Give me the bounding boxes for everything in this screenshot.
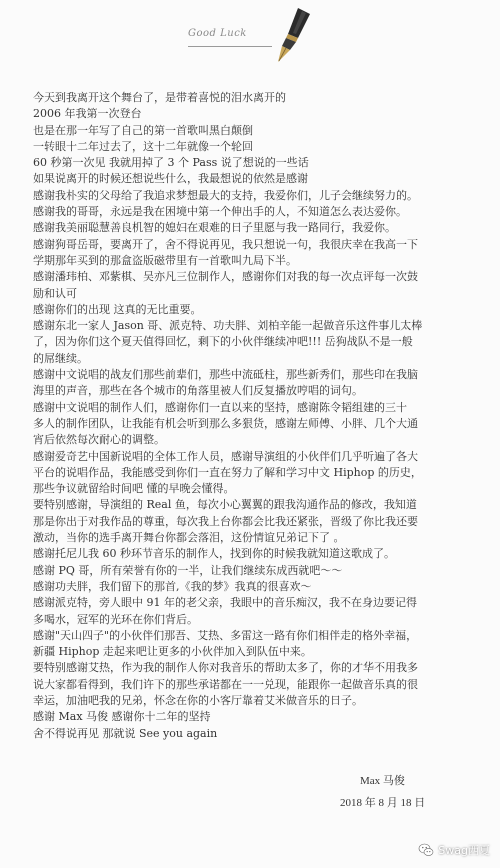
fountain-pen-icon [268, 8, 314, 66]
letter-line: 感谢托尼儿我 60 秒环节音乐的制作人，找到你的时候我就知道这歌成了。 [33, 547, 395, 561]
letter-line: 感谢我的哥哥，永远是我在困境中第一个伸出手的人，不知道怎么表达爱你。 [33, 205, 407, 219]
letter-line: 感谢中文说唱的战友们那些前辈们，那些中流砥柱，那些新秀们，那些印在我脑 [33, 368, 418, 382]
letter-line: 幸运，加油吧我的兄弟，怀念在你的小客厅靠着艾米做音乐的日子。 [33, 693, 363, 707]
letter-line: 感谢我美丽聪慧善良机智的媳妇在艰难的日子里愿与我一路同行，我爱你。 [33, 221, 396, 235]
letter-line: 励和认可 [33, 286, 77, 300]
letter-line: 了，因为你们这个夏天值得回忆，剩下的小伙伴继续冲吧!!! 岳狗战队不是一般 [33, 335, 413, 349]
signature: Max 马俊 [360, 775, 405, 787]
letter-line: 多人的制作团队，让我能有机会听到那么多狠货，感谢左师傅、小胖、几个大通 [33, 416, 418, 430]
wechat-icon [418, 842, 434, 858]
letter-line: 激动，当你的选手离开舞台你都会落泪，这份情谊兄弟记下了 。 [33, 531, 345, 545]
letter-line: 感谢 Max 马俊 感谢你十二年的坚持 [33, 710, 211, 724]
letterhead [0, 0, 500, 70]
good-luck-heading: Good Luck [188, 28, 247, 39]
letter-line: 感谢中文说唱的制作人们，感谢你们一直以来的坚持，感谢陈令韬组建的三十 [33, 400, 407, 414]
letter-line: 如果说离开的时候还想说些什么，我最想说的依然是感谢 [33, 172, 308, 186]
letter-line: 感谢东北一家人 Jason 哥、派克特、功夫胖、刘柏辛能一起做音乐这件事儿太棒 [33, 319, 423, 333]
letter-line: 感谢你们的出现 这真的无比重要。 [33, 302, 202, 316]
letter-line: 说大家都看得到，我们许下的那些承诺都在一一兑现，能跟你一起做音乐真的很 [33, 677, 418, 691]
letter-line: 新疆 Hiphop 走起来吧让更多的小伙伴加入到队伍中来。 [33, 645, 312, 659]
letter-line: 要特别感谢，导演组的 Real 鱼，每次小心翼翼的跟我沟通作品的修改，我知道 [33, 498, 417, 512]
letter-body [33, 90, 473, 742]
letter-line: 感谢狗哥岳哥，要离开了，舍不得说再见，我只想说一句，我很庆幸在我高一下 [33, 237, 418, 251]
letterhead-rule [188, 46, 272, 47]
letter-line: 感谢爱奇艺中国新说唱的全体工作人员，感谢导演组的小伙伴们几乎听遍了各大 [33, 449, 418, 463]
letter-line: 感谢派克特，旁人眼中 91 年的老父亲，我眼中的音乐痴汉，我不在身边要记得 [33, 596, 417, 610]
letter-line: 感谢 PQ 哥，所有荣誉有你的一半，让我们继续东成西就吧～～ [33, 563, 343, 577]
letter-line: 也是在那一年写了自己的第一首歌叫黑白颠倒 [33, 123, 253, 137]
letter-line: 平台的说唱作品，我能感受到你们一直在努力了解和学习中文 Hiphop 的历史， [33, 465, 422, 479]
letter-line: 学期那年买到的那盒盗版磁带里有一首歌叫九局下半。 [33, 253, 297, 267]
letter-line: 舍不得说再见 那就说 See you again [33, 726, 218, 740]
letter-line: 宵后依然每次耐心的调整。 [33, 433, 165, 447]
letter-line: 的屌继续。 [33, 351, 88, 365]
letter-line: 2006 年我第一次登台 [33, 107, 142, 121]
watermark-text: Swag西夏 [438, 844, 490, 857]
letter-line: 感谢我朴实的父母给了我追求梦想最大的支持，我爱你们，儿子会继续努力的。 [33, 188, 418, 202]
letter-line: 那是你出于对我作品的尊重，每次我上台你都会比我还紧张，晋级了你比我还要 [33, 514, 418, 528]
letter-line: 感谢"天山四子"的小伙伴们那吾、艾热、多雷这一路有你们相伴走的格外幸福， [33, 628, 418, 642]
letter-line: 今天到我离开这个舞台了，是带着喜悦的泪水离开的 [33, 91, 286, 104]
letter-line: 要特别感谢艾热，作为我的制作人你对我音乐的帮助太多了，你的才华不用我多 [33, 661, 418, 675]
letter-line: 海里的声音，那些在各个城市的角落里被人们反复播放哼唱的词句。 [33, 384, 363, 398]
letter-line: 感谢潘玮柏、邓紫棋、吴亦凡三位制作人，感谢你们对我的每一次点评每一次鼓 [33, 270, 418, 284]
letter-line: 感谢功夫胖，我们留下的那首,《我的梦》我真的很喜欢～ [33, 579, 312, 593]
watermark [418, 842, 490, 858]
letter-line: 60 秒第一次见 我就用掉了 3 个 Pass 说了想说的一些话 [33, 156, 309, 170]
letter-date: 2018 年 8 月 18 日 [340, 797, 426, 809]
letter-line: 那些争议就留给时间吧 懂的早晚会懂得。 [33, 482, 235, 496]
letter-line: 多喝水，冠军的光环在你们背后。 [33, 612, 198, 626]
letter-line: 一转眼十二年过去了，这十二年就像一个轮回 [33, 139, 253, 153]
